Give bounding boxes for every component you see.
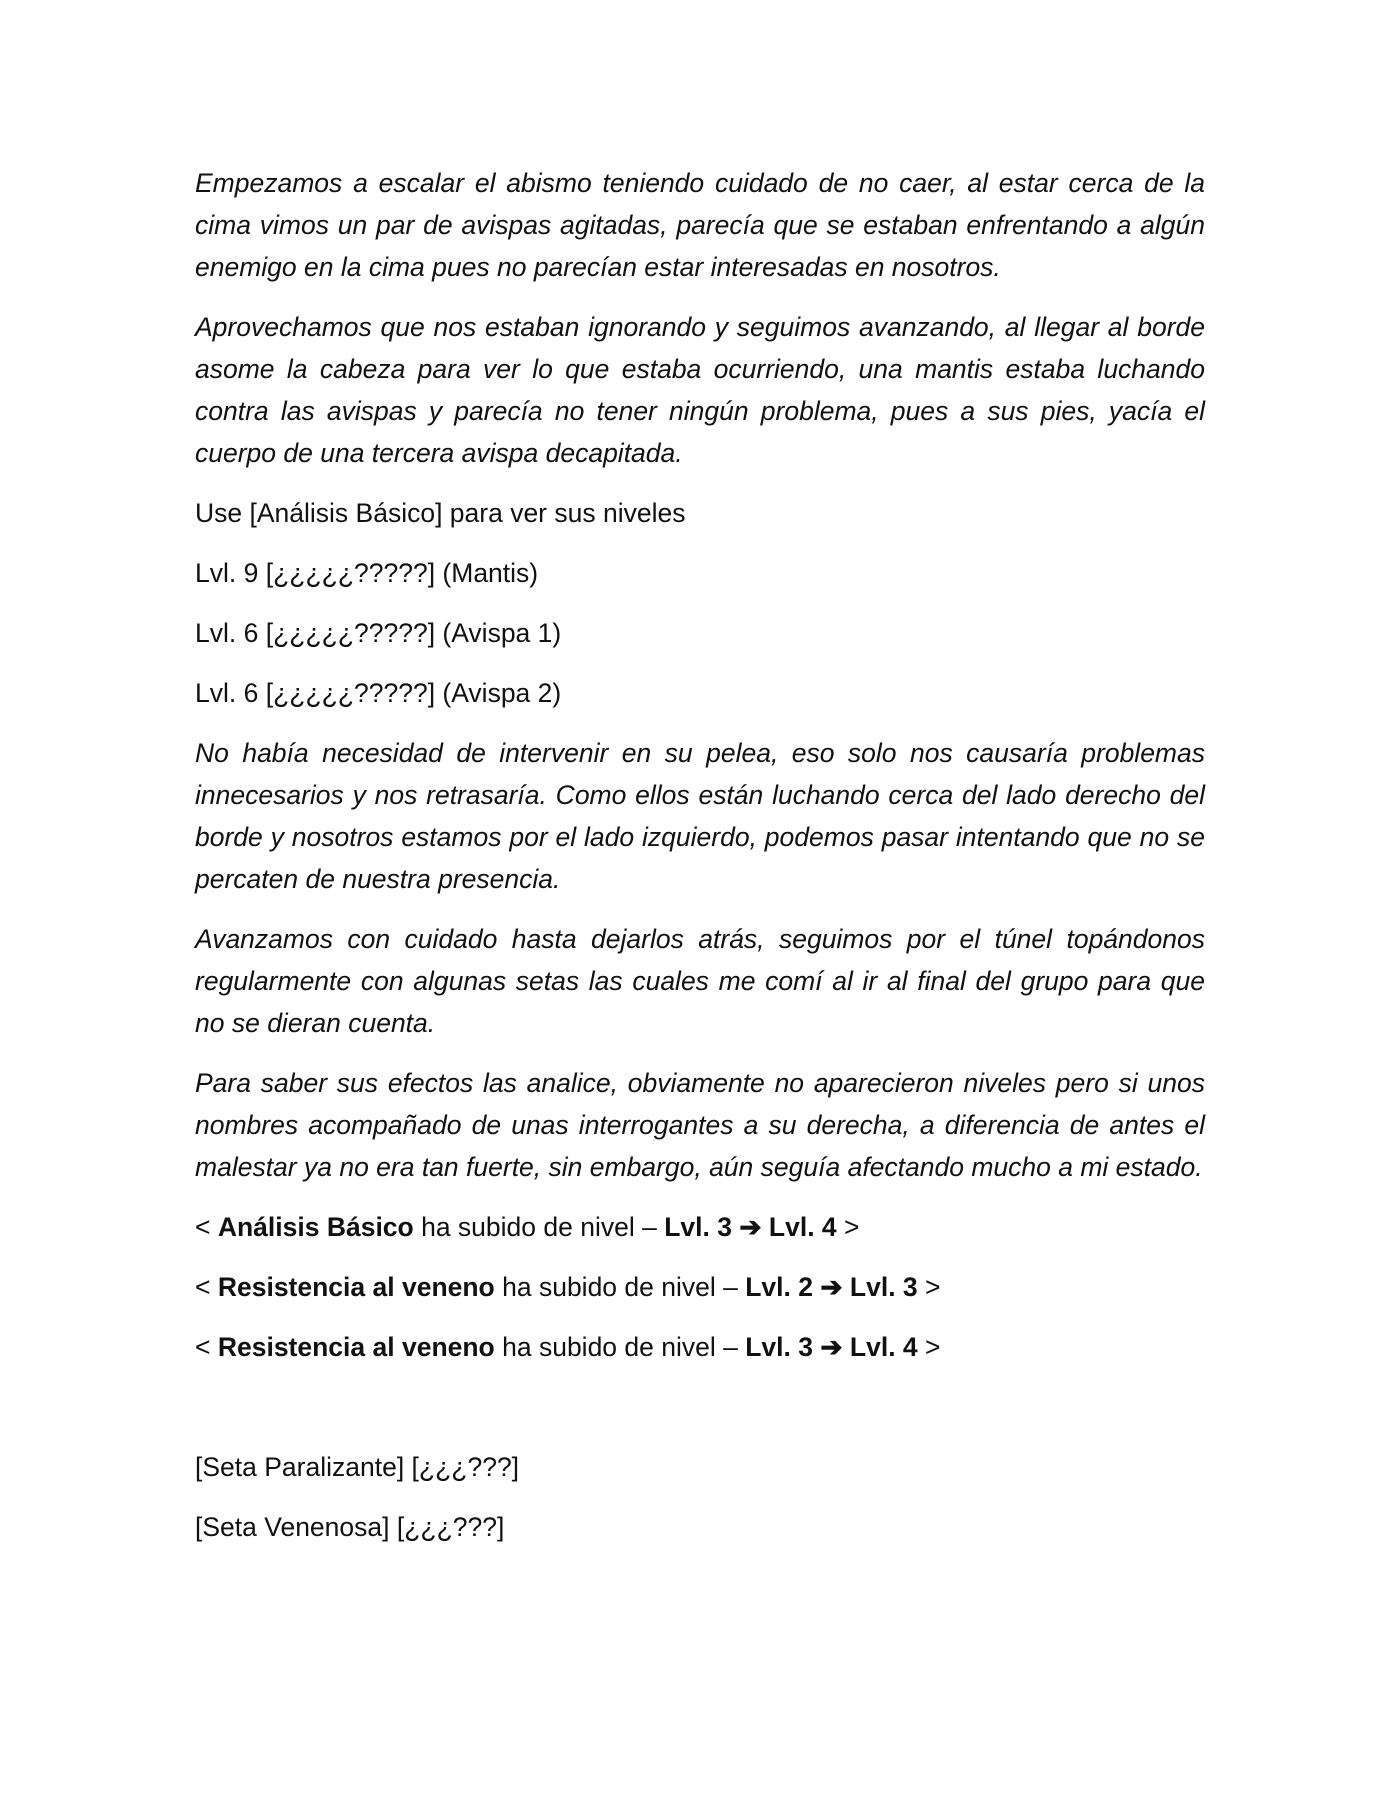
level-avispa-1: Lvl. 6 [¿¿¿¿¿?????] (Avispa 1)	[195, 618, 562, 648]
levelup-to: Lvl. 3	[849, 1272, 918, 1302]
item-seta-venenosa: [Seta Venenosa] [¿¿¿???]	[195, 1512, 505, 1542]
paragraph-climb: Empezamos a escalar el abismo teniendo cuidado de no caer, al estar cerca de la cima vimos un par de avispas agitadas, parecía que se estaban enfrentando a algún enemigo en la cima pues no parecían estar interesadas en nosotros.	[195, 168, 1205, 282]
level-avispa-2: Lvl. 6 [¿¿¿¿¿?????] (Avispa 2)	[195, 678, 562, 708]
levelup-skill: Resistencia al veneno	[217, 1272, 495, 1302]
levelup-close: >	[917, 1332, 941, 1362]
levelup-from: Lvl. 3	[664, 1212, 732, 1242]
arrow-right-icon: ➔	[812, 1332, 850, 1362]
levelup-skill: Resistencia al veneno	[217, 1332, 495, 1362]
spacer	[195, 1386, 1205, 1446]
levelup-resistencia-1	[195, 1266, 1205, 1308]
levelup-middle: ha subido de nivel –	[413, 1212, 665, 1242]
document-page	[195, 162, 1205, 1566]
levelup-from: Lvl. 2	[745, 1272, 813, 1302]
level-mantis: Lvl. 9 [¿¿¿¿¿?????] (Mantis)	[195, 558, 539, 588]
levelup-from: Lvl. 3	[745, 1332, 813, 1362]
arrow-right-icon: ➔	[812, 1272, 850, 1302]
levelup-open: <	[195, 1212, 218, 1242]
levelup-to: Lvl. 4	[768, 1212, 837, 1242]
levelup-resistencia-2	[195, 1326, 1205, 1368]
levelup-close: >	[917, 1272, 941, 1302]
levelup-open: <	[195, 1332, 218, 1362]
paragraph-mantis-fight: Aprovechamos que nos estaban ignorando y seguimos avanzando, al llegar al borde asome la cabeza para ver lo que estaba ocurriendo, una mantis estaba luchando contra las avispas y parecía no tener ningún problema, pues a sus pies, yacía el cuerpo de una tercera avispa decapitada.	[195, 312, 1205, 468]
paragraph-tunnel: Avanzamos con cuidado hasta dejarlos atrás, seguimos por el túnel topándonos regularmente con algunas setas las cuales me comí al ir al final del grupo para que no se dieran cuenta.	[195, 924, 1205, 1038]
levelup-analisis-basico	[195, 1206, 1205, 1248]
levelup-middle: ha subido de nivel –	[494, 1332, 746, 1362]
levelup-skill: Análisis Básico	[217, 1212, 414, 1242]
analysis-line: Use [Análisis Básico] para ver sus niveles	[195, 498, 686, 528]
levelup-open: <	[195, 1272, 218, 1302]
paragraph-analyze-mushrooms: Para saber sus efectos las analice, obviamente no aparecieron niveles pero si unos nombres acompañado de unas interrogantes a su derecha, a diferencia de antes el malestar ya no era tan fuerte, sin embargo, aún seguía afectando mucho a mi estado.	[195, 1068, 1205, 1182]
item-seta-paralizante: [Seta Paralizante] [¿¿¿???]	[195, 1452, 520, 1482]
arrow-right-icon: ➔	[731, 1212, 769, 1242]
levelup-middle: ha subido de nivel –	[494, 1272, 746, 1302]
levelup-to: Lvl. 4	[849, 1332, 918, 1362]
levelup-close: >	[836, 1212, 860, 1242]
paragraph-no-intervene: No había necesidad de intervenir en su pelea, eso solo nos causaría problemas innecesarios y nos retrasaría. Como ellos están luchando cerca del lado derecho del borde y nosotros estamos por el lado izquierdo, podemos pasar intentando que no se percaten de nuestra presencia.	[195, 738, 1205, 894]
